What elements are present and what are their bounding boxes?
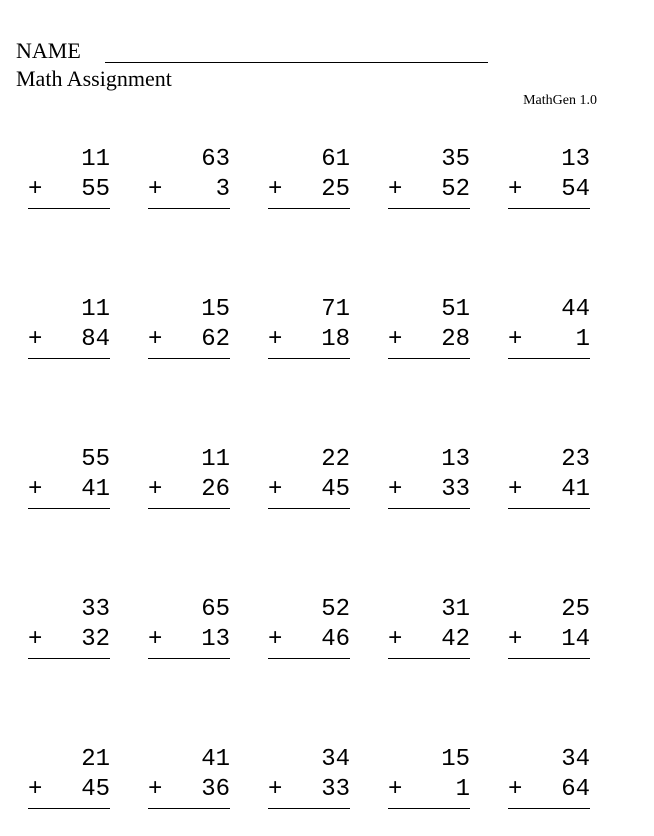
bottom-addend: 64: [561, 776, 590, 803]
answer-line[interactable]: [28, 808, 110, 809]
plus-sign: +: [388, 326, 403, 353]
plus-sign: +: [508, 776, 523, 803]
bottom-addend: 62: [201, 326, 230, 353]
answer-line[interactable]: [28, 508, 110, 509]
addition-problem: [508, 446, 590, 516]
top-addend: 15: [441, 746, 470, 773]
bottom-addend: 26: [201, 476, 230, 503]
answer-line[interactable]: [508, 208, 590, 209]
top-addend: 34: [561, 746, 590, 773]
bottom-addend: 84: [81, 326, 110, 353]
top-addend: 41: [201, 746, 230, 773]
top-addend: 33: [81, 596, 110, 623]
top-addend: 63: [201, 146, 230, 173]
bottom-addend: 18: [321, 326, 350, 353]
answer-line[interactable]: [268, 358, 350, 359]
plus-sign: +: [268, 326, 283, 353]
addition-problem: [268, 596, 350, 666]
addition-problem: [28, 296, 110, 366]
bottom-addend: 36: [201, 776, 230, 803]
top-addend: 44: [561, 296, 590, 323]
answer-line[interactable]: [148, 808, 230, 809]
plus-sign: +: [268, 626, 283, 653]
addition-problem: [28, 146, 110, 216]
addition-problem: [388, 446, 470, 516]
addition-problem: [508, 146, 590, 216]
bottom-addend: 42: [441, 626, 470, 653]
addition-problem: [148, 296, 230, 366]
bottom-addend: 45: [321, 476, 350, 503]
top-addend: 21: [81, 746, 110, 773]
answer-line[interactable]: [508, 808, 590, 809]
plus-sign: +: [268, 776, 283, 803]
top-addend: 55: [81, 446, 110, 473]
plus-sign: +: [388, 626, 403, 653]
top-addend: 15: [201, 296, 230, 323]
addition-problem: [388, 746, 470, 816]
answer-line[interactable]: [388, 808, 470, 809]
plus-sign: +: [148, 326, 163, 353]
addition-problem: [508, 596, 590, 666]
plus-sign: +: [28, 176, 43, 203]
top-addend: 23: [561, 446, 590, 473]
bottom-addend: 41: [81, 476, 110, 503]
plus-sign: +: [508, 326, 523, 353]
answer-line[interactable]: [388, 508, 470, 509]
answer-line[interactable]: [148, 208, 230, 209]
plus-sign: +: [148, 176, 163, 203]
answer-line[interactable]: [388, 358, 470, 359]
answer-line[interactable]: [388, 658, 470, 659]
answer-line[interactable]: [148, 658, 230, 659]
addition-problem: [148, 146, 230, 216]
answer-line[interactable]: [28, 208, 110, 209]
name-blank-line[interactable]: [105, 62, 488, 63]
top-addend: 35: [441, 146, 470, 173]
top-addend: 71: [321, 296, 350, 323]
answer-line[interactable]: [148, 358, 230, 359]
addition-problem: [148, 596, 230, 666]
top-addend: 25: [561, 596, 590, 623]
top-addend: 22: [321, 446, 350, 473]
answer-line[interactable]: [268, 508, 350, 509]
plus-sign: +: [388, 776, 403, 803]
plus-sign: +: [148, 476, 163, 503]
top-addend: 51: [441, 296, 470, 323]
generator-label: MathGen 1.0: [523, 93, 597, 108]
assignment-title: Math Assignment: [16, 66, 172, 91]
bottom-addend: 41: [561, 476, 590, 503]
top-addend: 34: [321, 746, 350, 773]
plus-sign: +: [508, 476, 523, 503]
addition-problem: [28, 446, 110, 516]
top-addend: 11: [81, 146, 110, 173]
plus-sign: +: [388, 476, 403, 503]
bottom-addend: 54: [561, 176, 590, 203]
addition-problem: [388, 146, 470, 216]
addition-problem: [28, 596, 110, 666]
answer-line[interactable]: [508, 658, 590, 659]
top-addend: 52: [321, 596, 350, 623]
addition-problem: [28, 746, 110, 816]
answer-line[interactable]: [28, 658, 110, 659]
addition-problem: [268, 296, 350, 366]
bottom-addend: 14: [561, 626, 590, 653]
bottom-addend: 45: [81, 776, 110, 803]
addition-problem: [388, 596, 470, 666]
plus-sign: +: [268, 176, 283, 203]
answer-line[interactable]: [388, 208, 470, 209]
bottom-addend: 1: [575, 326, 590, 353]
addition-problem: [508, 746, 590, 816]
answer-line[interactable]: [148, 508, 230, 509]
answer-line[interactable]: [508, 358, 590, 359]
top-addend: 13: [561, 146, 590, 173]
answer-line[interactable]: [268, 208, 350, 209]
addition-problem: [268, 446, 350, 516]
bottom-addend: 52: [441, 176, 470, 203]
top-addend: 13: [441, 446, 470, 473]
top-addend: 31: [441, 596, 470, 623]
addition-problem: [148, 446, 230, 516]
name-label: NAME: [16, 38, 81, 63]
addition-problem: [508, 296, 590, 366]
bottom-addend: 46: [321, 626, 350, 653]
bottom-addend: 3: [215, 176, 230, 203]
top-addend: 11: [201, 446, 230, 473]
addition-problem: [388, 296, 470, 366]
addition-problem: [268, 146, 350, 216]
answer-line[interactable]: [508, 508, 590, 509]
plus-sign: +: [268, 476, 283, 503]
plus-sign: +: [508, 176, 523, 203]
bottom-addend: 1: [455, 776, 470, 803]
plus-sign: +: [28, 476, 43, 503]
addition-problem: [148, 746, 230, 816]
plus-sign: +: [388, 176, 403, 203]
plus-sign: +: [28, 326, 43, 353]
answer-line[interactable]: [268, 658, 350, 659]
bottom-addend: 28: [441, 326, 470, 353]
bottom-addend: 33: [321, 776, 350, 803]
answer-line[interactable]: [28, 358, 110, 359]
plus-sign: +: [508, 626, 523, 653]
top-addend: 61: [321, 146, 350, 173]
top-addend: 65: [201, 596, 230, 623]
bottom-addend: 32: [81, 626, 110, 653]
plus-sign: +: [148, 776, 163, 803]
bottom-addend: 13: [201, 626, 230, 653]
bottom-addend: 33: [441, 476, 470, 503]
answer-line[interactable]: [268, 808, 350, 809]
bottom-addend: 25: [321, 176, 350, 203]
plus-sign: +: [148, 626, 163, 653]
plus-sign: +: [28, 776, 43, 803]
plus-sign: +: [28, 626, 43, 653]
top-addend: 11: [81, 296, 110, 323]
bottom-addend: 55: [81, 176, 110, 203]
addition-problem: [268, 746, 350, 816]
